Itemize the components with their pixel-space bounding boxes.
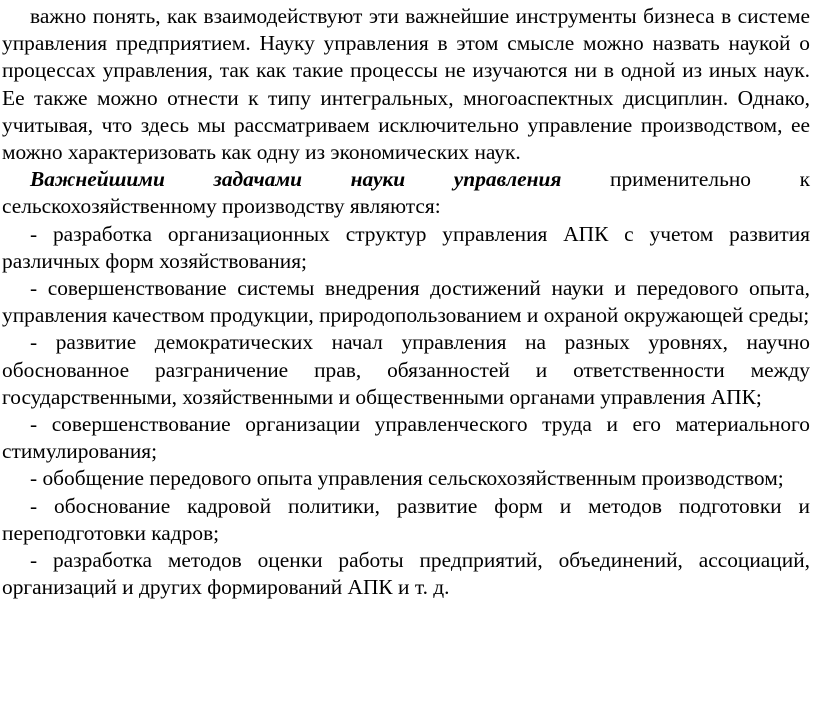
intro-paragraph: важно понять, как взаимодействуют эти важнейшие инструменты бизнеса в системе управления предприятием. Науку управления в этом смысле можно назвать наукой о процессах управления, так как такие процессы не изучаются ни в одной из иных наук. Ее также можно отнести к типу интегральных, многоаспектных дисциплин. Однако, учитывая, что здесь мы рассматриваем исключительно управление производством, ее можно характеризовать как одну из экономических наук. [2,4,810,165]
list-item: - обоснование кадровой политики, развитие форм и методов подготовки и переподготовки кадров; [2,493,810,545]
tasks-paragraph [2,166,810,220]
list-item: - обобщение передового опыта управления сельскохозяйственным производством; [30,466,784,491]
list-item: - совершенствование организации управленческого труда и его материального стимулирования; [2,412,810,464]
list-item: - разработка организационных структур управления АПК с учетом развития различных форм хозяйствования; [2,221,810,273]
list-item: - совершенствование системы внедрения достижений науки и передового опыта, управления качеством продукции, природопользованием и охраной окружающей среды; [2,276,810,328]
tasks-heading: Важнейшими задачами науки управления [30,167,562,192]
tasks-intro: применительно к сельскохозяйственному производству являются: [2,167,810,219]
list-item: - развитие демократических начал управления на разных уровнях, научно обоснованное разграничение прав, обязанностей и ответственности между государственными, хозяйственными и общественными органами управления АПК; [2,330,810,409]
list-item: - разработка методов оценки работы предприятий, объединений, ассоциаций, организаций и других формирований АПК и т. д. [2,548,810,600]
